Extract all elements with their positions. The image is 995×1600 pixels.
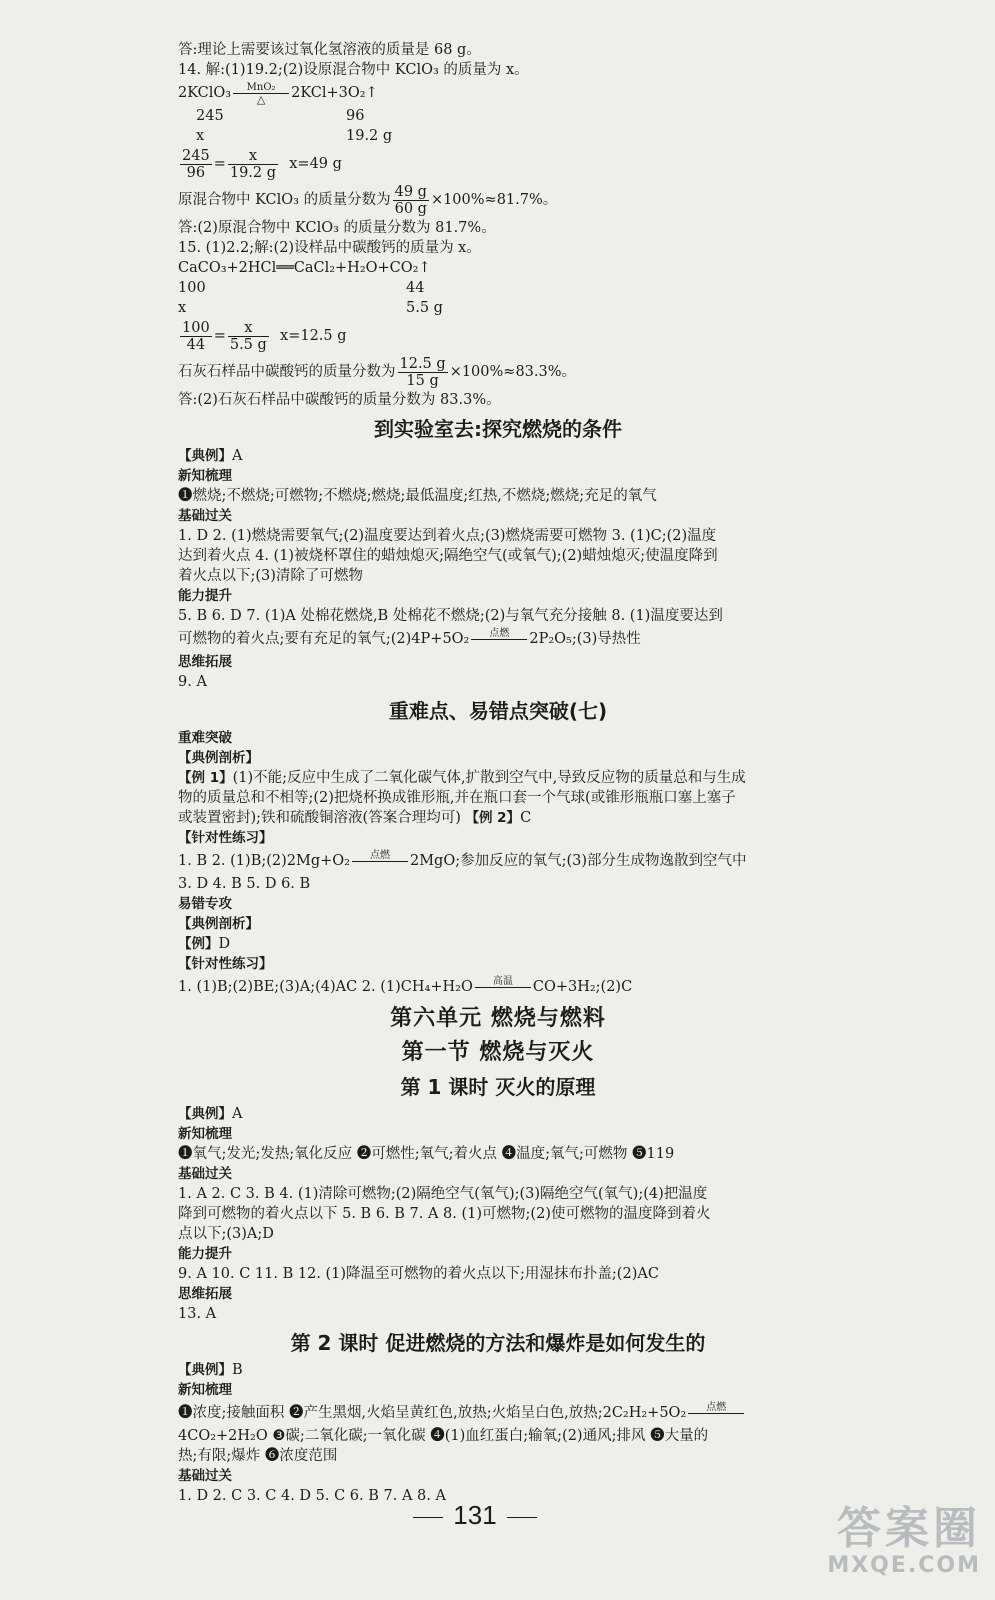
answer-line: 【例 1】(1)不能;反应中生成了二氧化碳气体,扩散到空气中,导致反应物的质量总和与生成 [178, 770, 746, 786]
reaction-arrow: 点燃 [688, 1402, 744, 1426]
reaction-arrow: MnO₂ △ [233, 82, 289, 106]
answer-line: ❶浓度;接触面积 ❷产生黑烟,火焰呈黄红色,放热;火焰呈白色,放热;2C₂H₂+5O₂ 点燃 [178, 1400, 818, 1426]
practice-tag: 【针对性练习】 [178, 956, 273, 972]
subsection-heading: 易错专攻 [178, 896, 232, 912]
watermark-logo [827, 1505, 981, 1578]
molar-mass-row: 245 96 [196, 108, 365, 124]
answer-line: 1. D 2. (1)燃烧需要氧气;(2)温度要达到着火点;(3)燃烧需要可燃物 3. (1)C;(2)温度 [178, 528, 717, 544]
molar-mass-row: 100 44 [178, 280, 425, 296]
example-tag: 【典例】 [178, 1362, 232, 1378]
example-analysis-tag: 【典例剖析】 [178, 750, 259, 766]
example-analysis-tag: 【典例剖析】 [178, 916, 259, 932]
unit-title: 第六单元 燃烧与燃料 [390, 1006, 606, 1031]
subsection-heading: 基础过关 [178, 1166, 232, 1182]
answer-line: 1. B 2. (1)B;(2)2Mg+O₂ 点燃 2MgO;参加反应的氧气;(3)部分生成物逸散到空气中 [178, 848, 818, 874]
section-title: 重难点、易错点突破(七) [388, 699, 608, 723]
answer-line: 可燃物的着火点;要有充足的氧气;(2)4P+5O₂ 点燃 2P₂O₅;(3)导热性 [178, 626, 818, 652]
answer-line: 9. A 10. C 11. B 12. (1)降温至可燃物的着火点以下;用湿抹布扑盖;(2)AC [178, 1266, 659, 1282]
subsection-heading: 思维拓展 [178, 654, 232, 670]
watermark-cn: 答案圈 [837, 1503, 981, 1554]
subsection-heading: 思维拓展 [178, 1286, 232, 1302]
reaction-arrow: 点燃 [471, 628, 527, 652]
section-title: 第一节 燃烧与灭火 [401, 1040, 595, 1065]
example-answer: A [232, 1106, 243, 1122]
subsection-heading: 能力提升 [178, 588, 232, 604]
answer-line: 物的质量总和不相等;(2)把烧杯换成锥形瓶,并在瓶口套一个气球(或锥形瓶瓶口塞上塞子 [178, 790, 736, 806]
answer-line: 1. (1)B;(2)BE;(3)A;(4)AC 2. (1)CH₄+H₂O 高温 CO+3H₂;(2)C [178, 974, 818, 1000]
problem-15-line: 15. (1)2.2;解:(2)设样品中碳酸钙的质量为 x。 [178, 240, 481, 256]
example-answer: D [218, 936, 231, 952]
problem-14-line: 14. 解:(1)19.2;(2)设原混合物中 KClO₃ 的质量为 x。 [178, 62, 529, 78]
answer-line: 热;有限;爆炸 ❻浓度范围 [178, 1448, 338, 1464]
answer-line: 4CO₂+2H₂O ❸碳;二氧化碳;一氧化碳 ❹(1)血红蛋白;输氧;(2)通风;排风 ❺大量的 [178, 1428, 709, 1444]
equation-kclo3: 2KClO₃ MnO₂ △ 2KCl+3O₂↑ [178, 82, 378, 106]
subsection-heading: 基础过关 [178, 508, 232, 524]
example-tag: 【例】 [178, 936, 219, 952]
example-tag: 【典例】 [178, 1106, 232, 1122]
answer-line: 答:理论上需要该过氧化氢溶液的质量是 68 g。 [178, 42, 481, 58]
answer-column [178, 40, 818, 1506]
example-answer: B [232, 1362, 243, 1378]
answer-line: 13. A [178, 1306, 217, 1322]
answer-line: 1. D 2. C 3. C 4. D 5. C 6. B 7. A 8. A [178, 1488, 446, 1504]
subsection-heading: 新知梳理 [178, 468, 232, 484]
proportion-row: $\frac{100}{44}$ = $\frac{x}{5.5 g}$ x=12.5 g [182, 319, 347, 353]
answer-line: ❶燃烧;不燃烧;可燃物;不燃烧;燃烧;最低温度;红热,不燃烧;燃烧;充足的氧气 [178, 488, 657, 504]
practice-tag: 【针对性练习】 [178, 830, 273, 846]
subsection-heading: 能力提升 [178, 1246, 232, 1262]
answer-line: 3. D 4. B 5. D 6. B [178, 876, 311, 892]
subsection-heading: 基础过关 [178, 1468, 232, 1484]
answer-line: 降到可燃物的着火点以下 5. B 6. B 7. A 8. (1)可燃物;(2)使可燃物的温度降到着火 [178, 1206, 711, 1222]
answer-line: 点以下;(3)A;D [178, 1226, 274, 1242]
subsection-heading: 新知梳理 [178, 1382, 232, 1398]
mass-fraction-row: 原混合物中 KClO₃ 的质量分数为 $\frac{49 g}{60 g}$ ×100%≈81.7%。 [178, 183, 558, 217]
mass-fraction-row: 石灰石样品中碳酸钙的质量分数为 $\frac{12.5 g}{15 g}$ ×100%≈83.3%。 [178, 355, 577, 389]
reaction-arrow: 高温 [475, 976, 531, 1000]
unknown-row: x 19.2 g [196, 128, 393, 144]
answer-line: 达到着火点 4. (1)被烧杯罩住的蜡烛熄灭;隔绝空气(或氧气);(2)蜡烛熄灭;使温度降到 [178, 548, 718, 564]
answer-line: 1. A 2. C 3. B 4. (1)清除可燃物;(2)隔绝空气(氧气);(3)隔绝空气(氧气);(4)把温度 [178, 1186, 708, 1202]
equation-caco3: CaCO₃+2HCl══CaCl₂+H₂O+CO₂↑ [178, 260, 431, 276]
answer-line: 9. A [178, 674, 207, 690]
page-number: 131 [395, 1500, 555, 1531]
answer-line: 或装置密封);铁和硫酸铜溶液(答案合理均可) 【例 2】C [178, 810, 532, 826]
subsection-heading: 重难突破 [178, 730, 232, 746]
reaction-arrow: 点燃 [352, 850, 408, 874]
unknown-row: x 5.5 g [178, 300, 443, 316]
lesson-title: 第 2 课时 促进燃烧的方法和爆炸是如何发生的 [290, 1331, 706, 1355]
answer-line: 答:(2)石灰石样品中碳酸钙的质量分数为 83.3%。 [178, 392, 501, 408]
answer-line: 答:(2)原混合物中 KClO₃ 的质量分数为 81.7%。 [178, 220, 496, 236]
lesson-title: 第 1 课时 灭火的原理 [400, 1075, 596, 1099]
proportion-row: $\frac{245}{96}$ = $\frac{x}{19.2 g}$ x=49 g [182, 147, 342, 181]
section-title: 到实验室去:探究燃烧的条件 [374, 417, 622, 441]
answer-line: ❶氧气;发光;发热;氧化反应 ❷可燃性;氧气;着火点 ❹温度;氧气;可燃物 ❺119 [178, 1146, 675, 1162]
watermark-en: MXQE.COM [827, 1553, 981, 1578]
example-tag: 【典例】 [178, 448, 232, 464]
subsection-heading: 新知梳理 [178, 1126, 232, 1142]
answer-line: 着火点以下;(3)清除了可燃物 [178, 568, 363, 584]
answer-line: 5. B 6. D 7. (1)A 处棉花燃烧,B 处棉花不燃烧;(2)与氧气充分接触 8. (1)温度要达到 [178, 608, 723, 624]
example-answer: A [232, 448, 243, 464]
